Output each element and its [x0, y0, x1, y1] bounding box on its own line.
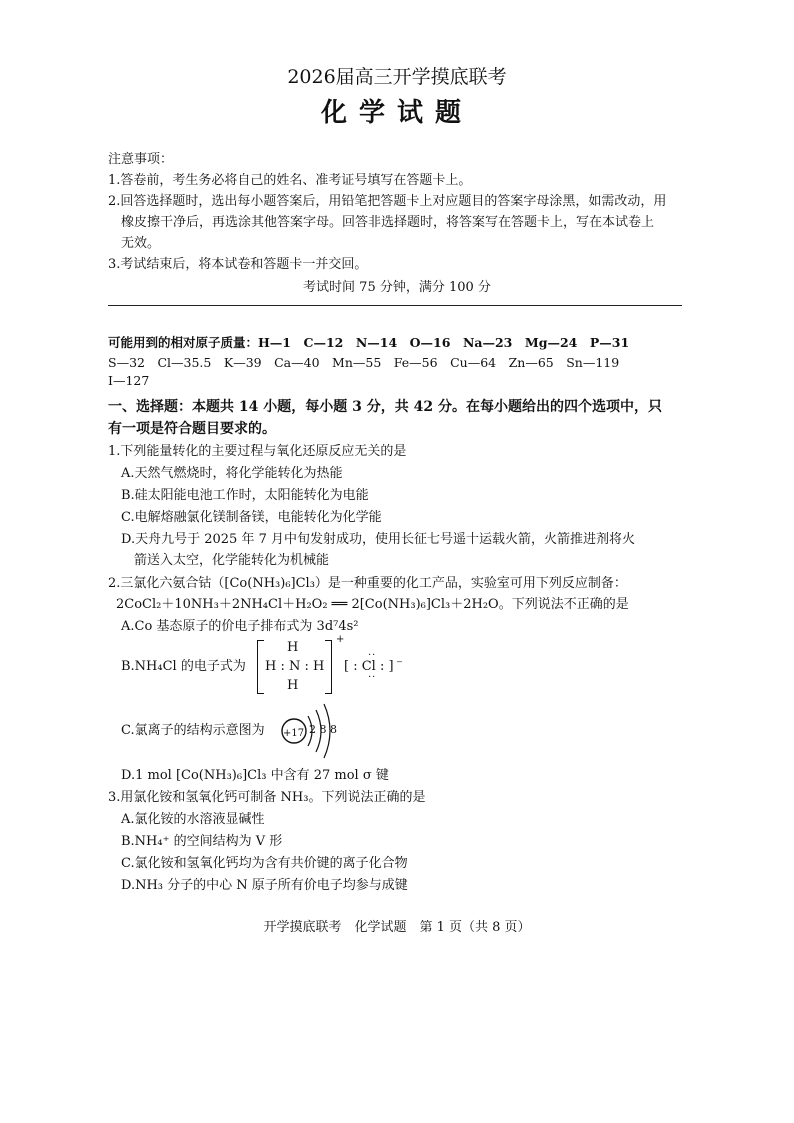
notice-heading: 注意事项： — [108, 152, 174, 167]
cl-dots-top: ·· — [368, 650, 377, 661]
q3-option-a: A.氯化铵的水溶液显碱性 — [121, 812, 265, 827]
exam-title: 2026届高三开学摸底联考 — [287, 66, 507, 88]
notice-item-1: 1.答卷前，考生务必将自己的姓名、准考证号填写在答题卡上。 — [108, 173, 472, 188]
page-footer: 开学摸底联考 化学试题 第 1 页（共 8 页） — [263, 920, 531, 935]
q2-stem: 2.三氯化六氨合钴（[Co(NH₃)₆]Cl₃）是一种重要的化工产品，实验室可用下列反应制备： — [108, 576, 627, 591]
divider — [108, 305, 682, 306]
subject-title: 化学试题 — [320, 98, 473, 128]
q3-option-d: D.NH₃ 分子的中心 N 原子所有价电子均参与成键 — [121, 878, 408, 893]
ed-h-bottom: H — [287, 678, 299, 693]
ed-n-row: H : N : H — [265, 659, 325, 674]
bracket-right — [325, 640, 332, 694]
q1-option-c: C.电解熔融氯化镁制备镁，电能转化为化学能 — [121, 510, 382, 525]
q1-option-d: D.天舟九号于 2025 年 7 月中旬发射成功，使用长征七号遥十运载火箭，火箭推进剂将火 — [121, 532, 635, 547]
q2-option-a: A.Co 基态原子的价电子排布式为 3d⁷4s² — [121, 619, 359, 634]
atomic-mass-line-3: I—127 — [108, 373, 150, 388]
section-title: 一、选择题：本题共 14 小题，每小题 3 分，共 42 分。在每小题给出的四个选项中，只 — [108, 399, 662, 415]
notice-item-3: 3.考试结束后，将本试卷和答题卡一并交回。 — [108, 257, 368, 272]
q3-option-b: B.NH₄⁺ 的空间结构为 V 形 — [121, 834, 283, 849]
notice-item-2: 2.回答选择题时，选出每小题答案后，用铅笔把答题卡上对应题目的答案字母涂黑，如需改动，用 — [108, 194, 667, 209]
q3-option-c: C.氯化铵和氢氧化钙均为含有共价键的离子化合物 — [121, 856, 408, 871]
q1-option-b: B.硅太阳能电池工作时，太阳能转化为电能 — [121, 488, 369, 503]
q1-option-d-cont: 箭送入太空，化学能转化为机械能 — [134, 553, 330, 568]
q3-stem: 3.用氯化铵和氢氧化钙可制备 NH₃。下列说法正确的是 — [108, 790, 426, 805]
q2-reaction: 2CoCl₂＋10NH₃＋2NH₄Cl＋H₂O₂ ══ 2[Co(NH₃)₆]Cl₃＋2H₂O。下列说法不正确的是 — [116, 597, 629, 612]
atomic-mass-line-1: 可能用到的相对原子质量：H—1 C—12 N—14 O—16 Na—23 Mg—24 P—31 — [108, 335, 630, 350]
cl-dots-bottom: ·· — [368, 672, 377, 683]
q2-option-c-label: C.氯离子的结构示意图为 — [121, 723, 265, 738]
q2-option-d: D.1 mol [Co(NH₃)₆]Cl₃ 中含有 27 mol σ 键 — [121, 768, 389, 783]
charge-plus: + — [336, 634, 345, 645]
q1-option-a: A.天然气燃烧时，将化学能转化为热能 — [121, 466, 343, 481]
notice-item-2-cont: 橡皮擦干净后，再选涂其他答案字母。回答非选择题时，将答案写在答题卡上，写在本试卷上 — [121, 215, 655, 230]
bracket-left — [257, 640, 264, 694]
notice-item-2-end: 无效。 — [121, 236, 161, 251]
shell-electrons: 2 8 8 — [309, 723, 337, 736]
ed-cl: [ : Cl : ] — [344, 659, 394, 674]
exam-time-info: 考试时间 75 分钟，满分 100 分 — [303, 280, 491, 295]
charge-minus: ⁻ — [396, 657, 403, 672]
section-title-cont: 有一项是符合题目要求的。 — [108, 421, 276, 437]
nucleus-charge: +17 — [283, 728, 305, 739]
atomic-mass-line-2: S—32 Cl—35.5 K—39 Ca—40 Mn—55 Fe—56 Cu—64 Zn—65 Sn—119 — [108, 355, 620, 370]
ed-h-top: H — [287, 640, 299, 655]
q2-option-b-label: B.NH₄Cl 的电子式为 — [121, 659, 246, 674]
q1-stem: 1.下列能量转化的主要过程与氧化还原反应无关的是 — [108, 444, 407, 459]
